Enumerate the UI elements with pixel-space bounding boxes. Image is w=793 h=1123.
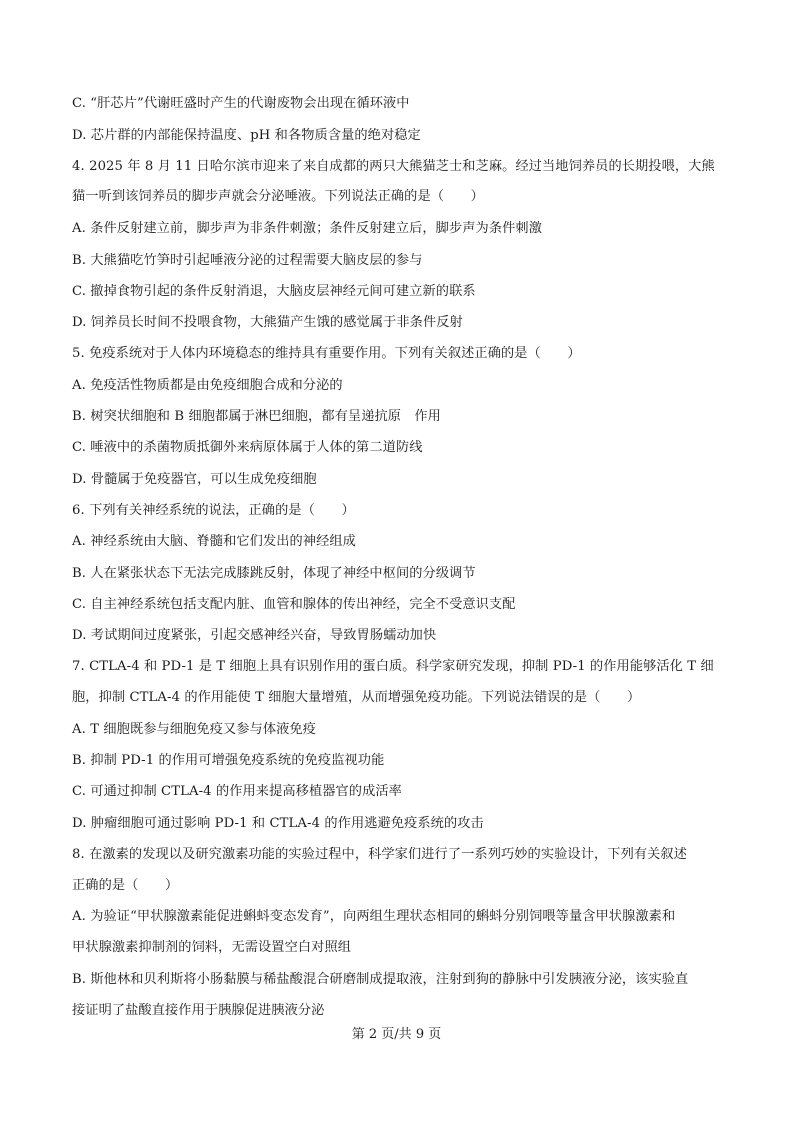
option-8b: B. 斯他林和贝利斯将小肠黏膜与稀盐酸混合研磨制成提取液，注射到狗的静脉中引发胰液分泌，该实验直	[72, 972, 689, 987]
option-4c: C. 撤掉食物引起的条件反射消退，大脑皮层神经元间可建立新的联系	[72, 284, 476, 299]
option-5c: C. 唾液中的杀菌物质抵御外来病原体属于人体的第二道防线	[72, 440, 423, 455]
question-6-stem: 6. 下列有关神经系统的说法，正确的是（ ）	[72, 503, 355, 518]
option-6d: D. 考试期间过度紧张，引起交感神经兴奋，导致胃肠蠕动加快	[72, 628, 437, 643]
option-6c: C. 自主神经系统包括支配内脏、血管和腺体的传出神经，完全不受意识支配	[72, 597, 516, 612]
question-4-stem-cont: 猫一听到该饲养员的脚步声就会分泌唾液。下列说法正确的是（ ）	[72, 189, 484, 204]
option-5b: B. 树突状细胞和 B 细胞都属于淋巴细胞，都有呈递抗原 作用	[72, 409, 441, 424]
option-8b-cont: 接证明了盐酸直接作用于胰腺促进胰液分泌	[72, 1003, 325, 1018]
option-7d: D. 肿瘤细胞可通过影响 PD-1 和 CTLA-4 的作用逃避免疫系统的攻击	[72, 816, 484, 831]
option-7b: B. 抑制 PD-1 的作用可增强免疫系统的免疫监视功能	[72, 753, 385, 768]
option-5a: A. 免疫活性物质都是由免疫细胞合成和分泌的	[72, 378, 343, 393]
question-8-stem-cont: 正确的是（ ）	[72, 878, 179, 893]
option-5d: D. 骨髓属于免疫器官，可以生成免疫细胞	[72, 472, 317, 487]
question-4-stem: 4. 2025 年 8 月 11 日哈尔滨市迎来了来自成都的两只大熊猫芝士和芝麻。经过当地饲养员的长期投喂，大熊	[72, 159, 715, 174]
option-4a: A. 条件反射建立前，脚步声为非条件刺激；条件反射建立后，脚步声为条件刺激	[72, 221, 542, 236]
option-4b: B. 大熊猫吃竹笋时引起唾液分泌的过程需要大脑皮层的参与	[72, 253, 423, 268]
question-7-stem: 7. CTLA-4 和 PD-1 是 T 细胞上具有识别作用的蛋白质。科学家研究发现，抑制 PD-1 的作用能够活化 T 细	[72, 659, 714, 674]
option-3c: C. “肝芯片”代谢旺盛时产生的代谢废物会出现在循环液中	[72, 96, 410, 111]
option-8a-cont: 甲状腺激素抑制剂的饲料，无需设置空白对照组	[72, 940, 352, 955]
option-8a: A. 为验证“甲状腺激素能促进蝌蚪变态发育”，向两组生理状态相同的蝌蚪分别饲喂等量含甲状腺激素和	[72, 909, 676, 924]
option-6a: A. 神经系统由大脑、脊髓和它们发出的神经组成	[72, 534, 356, 549]
option-7c: C. 可通过抑制 CTLA-4 的作用来提高移植器官的成活率	[72, 784, 402, 799]
option-4d: D. 饲养员长时间不投喂食物，大熊猫产生饿的感觉属于非条件反射	[72, 315, 463, 330]
question-8-stem: 8. 在激素的发现以及研究激素功能的实验过程中，科学家们进行了一系列巧妙的实验设计，下列有关叙述	[72, 847, 688, 862]
option-7a: A. T 细胞既参与细胞免疫又参与体液免疫	[72, 722, 316, 737]
question-5-stem: 5. 免疫系统对于人体内环境稳态的维持具有重要作用。下列有关叙述正确的是（ ）	[72, 346, 581, 361]
page-number: 第 2 页/共 9 页	[351, 1027, 442, 1042]
option-6b: B. 人在紧张状态下无法完成膝跳反射，体现了神经中枢间的分级调节	[72, 566, 476, 581]
question-7-stem-cont: 胞，抑制 CTLA-4 的作用能使 T 细胞大量增殖，从而增强免疫功能。下列说法错误的是（ ）	[72, 690, 641, 705]
option-3d: D. 芯片群的内部能保持温度、pH 和各物质含量的绝对稳定	[72, 128, 421, 143]
